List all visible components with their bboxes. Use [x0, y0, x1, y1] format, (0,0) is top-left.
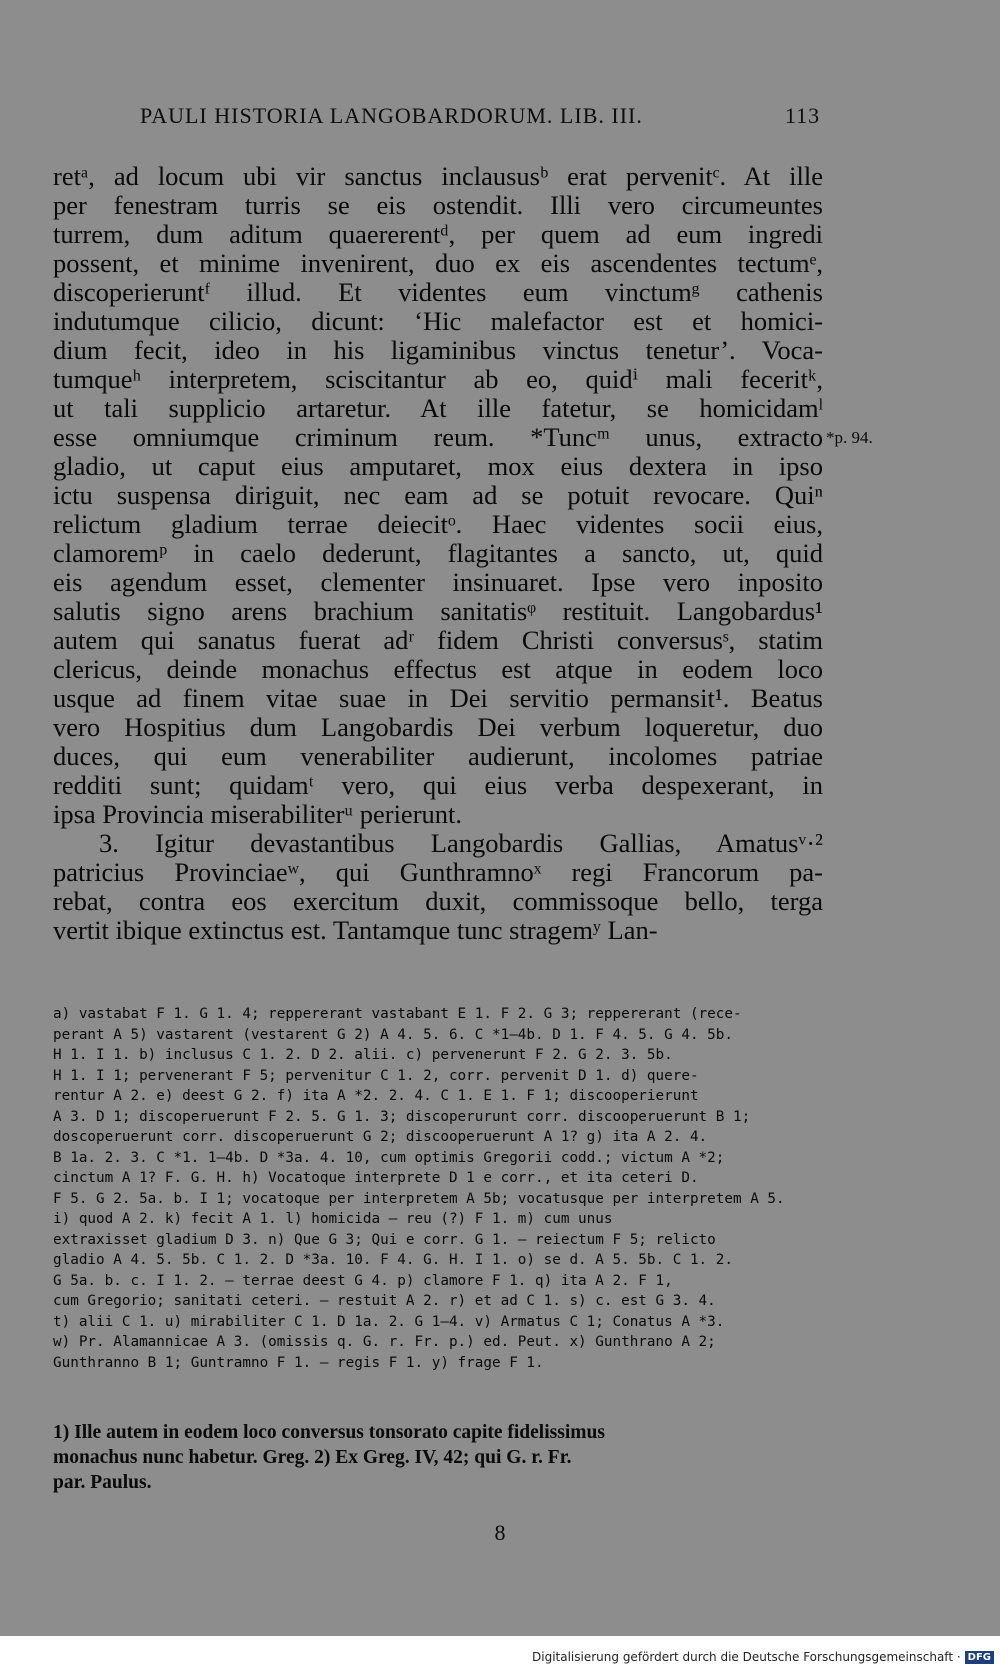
footnote-line: Gunthranno B 1; Guntramno F 1. — regis F 1. y) frage F 1.: [53, 1354, 544, 1371]
critical-apparatus: [53, 1004, 820, 1373]
footnote-line: cum Gregorio; sanitati ceteri. — restuit A 2. r) et ad C 1. s) c. est G 3. 4.: [53, 1293, 716, 1309]
text-line: dium fecit, ideo in his ligaminibus vinctus tenetur’. Voca-: [53, 335, 823, 365]
digitization-footer: [532, 1650, 994, 1664]
text-line: gladio, ut caput eius amputaret, mox eius dextera in ipso: [53, 451, 823, 481]
text-line: patricius Provinciaeʷ, qui Gunthramnoˣ regi Francorum pa-: [53, 857, 823, 887]
main-text: [53, 162, 823, 945]
text-line: turrem, dum aditum quaererentᵈ, per quem ad eum ingredi: [53, 219, 823, 249]
footnote-line: doscoperuerunt corr. discoperuerunt G 2; discooperuerunt A 1? g) ita A 2. 4.: [53, 1129, 708, 1145]
text-line: ut tali supplicio artaretur. At ille fatetur, se homicidamˡ: [53, 393, 823, 423]
text-line: esse omniumque criminum reum. *Tuncᵐ unus, extracto: [53, 422, 823, 452]
text-line: per fenestram turris se eis ostendit. Illi vero circumeuntes: [53, 190, 823, 220]
text-line: rebat, contra eos exercitum duxit, commissoque bello, terga: [53, 886, 823, 916]
text-line: indutumque cilicio, dicunt: ‘Hic malefactor est et homici-: [53, 306, 823, 336]
source-notes: [53, 1420, 823, 1495]
margin-page-reference: *p. 94.: [826, 428, 873, 447]
running-header: [0, 103, 1000, 137]
text-line: autem qui sanatus fuerat adʳ fidem Christi conversusˢ, statim: [53, 625, 823, 655]
signature-mark: 8: [494, 1520, 506, 1545]
source-note-line: monachus nunc habetur. Greg. 2) Ex Greg. IV, 42; qui G. r. Fr.: [53, 1447, 572, 1468]
footnote-line: B 1a. 2. 3. C *1. 1—4b. D *3a. 4. 10, cum optimis Gregorii codd.; victum A *2;: [53, 1149, 725, 1166]
text-line: ictu suspensa diriguit, nec eam ad se potuit revocare. Quiⁿ: [53, 480, 823, 510]
footnote-line: A 3. D 1; discoperuerunt F 2. 5. G 1. 3; discoperurunt corr. discooperuerunt B 1;: [53, 1108, 751, 1125]
footnote-line: G 5a. b. c. I 1. 2. — terrae deest G 4. p) clamore F 1. q) ita A 2. F 1,: [53, 1272, 673, 1289]
text-line: eis agendum esset, clementer insinuaret. Ipse vero inposito: [53, 567, 823, 597]
running-title: PAULI HISTORIA LANGOBARDORUM. LIB. III.: [140, 103, 643, 128]
footnote-line: perant A 5) vastarent (vestarent G 2) A 4. 5. 6. C *1—4b. D 1. F 4. 5. G 4. 5b.: [53, 1026, 733, 1043]
text-line: redditi sunt; quidamᵗ vero, qui eius verba despexerant, in: [53, 770, 823, 800]
footnote-line: H 1. I 1; pervenerant F 5; pervenitur C 1. 2, corr. pervenit D 1. d) quere-: [53, 1067, 699, 1084]
text-line: duces, qui eum venerabiliter audierunt, incolomes patriae: [53, 741, 823, 771]
text-line: discoperieruntᶠ illud. Et videntes eum vinctumᵍ cathenis: [53, 277, 823, 307]
footnote-line: a) vastabat F 1. G 1. 4; reppererant vastabant E 1. F 2. G 3; reppererant (rece-: [53, 1006, 742, 1022]
text-line: 3. Igitur devastantibus Langobardis Gallias, Amatusᵛ·²: [99, 828, 823, 858]
footnote-line: cinctum A 1? F. G. H. h) Vocatoque interprete D 1 e corr., et ita ceteri D.: [53, 1170, 699, 1186]
footnote-line: t) alii C 1. u) mirabiliter C 1. D 1a. 2. G 1—4. v) Armatus C 1; Conatus A *3.: [53, 1313, 725, 1330]
text-line: ipsa Provincia miserabiliterᵘ perierunt.: [53, 799, 463, 829]
footnote-line: w) Pr. Alamannicae A 3. (omissis q. G. r. Fr. p.) ed. Peut. x) Gunthrano A 2;: [53, 1334, 716, 1350]
text-line: clericus, deinde monachus effectus est atque in eodem loco: [53, 654, 823, 684]
footnote-line: rentur A 2. e) deest G 2. f) ita A *2. 2. 4. C 1. E 1. F 1; discooperierunt: [53, 1088, 699, 1104]
footnote-line: H 1. I 1. b) inclusus C 1. 2. D 2. alii. c) pervenerunt F 2. G 2. 3. 5b.: [53, 1047, 673, 1063]
source-note-line: 1) Ille autem in eodem loco conversus tonsorato capite fidelissimus: [53, 1422, 605, 1443]
source-note-line: par. Paulus.: [53, 1472, 152, 1493]
text-line: possent, et minime invenirent, duo ex eis ascendentes tectumᵉ,: [53, 248, 823, 278]
footnote-line: gladio A 4. 5. 5b. C 1. 2. D *3a. 10. F 4. G. H. I 1. o) se d. A 5. 5b. C 1. 2.: [53, 1252, 733, 1268]
text-line: salutis signo arens brachium sanitatisᵠ restituit. Langobardus¹: [53, 596, 823, 626]
text-line: vero Hospitius dum Langobardis Dei verbum loqueretur, duo: [53, 712, 823, 742]
footer-text: Digitalisierung gefördert durch die Deutsche Forschungsgemeinschaft ·: [532, 1650, 961, 1664]
text-line: relictum gladium terrae deiecitᵒ. Haec videntes socii eius,: [53, 509, 823, 539]
text-line: clamoremᵖ in caelo dederunt, flagitantes a sancto, ut, quid: [53, 538, 823, 568]
dfg-logo: DFG: [965, 1651, 994, 1664]
footnote-line: F 5. G 2. 5a. b. I 1; vocatoque per interpretem A 5b; vocatusque per interpretem A 5.: [53, 1190, 785, 1207]
footnote-line: i) quod A 2. k) fecit A 1. l) homicida — reu (?) F 1. m) cum unus: [53, 1211, 613, 1227]
text-line: retᵃ, ad locum ubi vir sanctus inclaususᵇ erat pervenitᶜ. At ille: [53, 161, 823, 191]
text-line: vertit ibique extinctus est. Tantamque tunc stragemʸ Lan-: [53, 915, 658, 945]
text-line: usque ad finem vitae suae in Dei servitio permansit¹. Beatus: [53, 683, 823, 713]
text-line: tumqueʰ interpretem, sciscitantur ab eo, quidⁱ mali feceritᵏ,: [53, 364, 823, 394]
footnote-line: extraxisset gladium D 3. n) Que G 3; Qui e corr. G 1. — reiectum F 5; relicto: [53, 1231, 716, 1248]
page-number: 113: [785, 103, 821, 128]
